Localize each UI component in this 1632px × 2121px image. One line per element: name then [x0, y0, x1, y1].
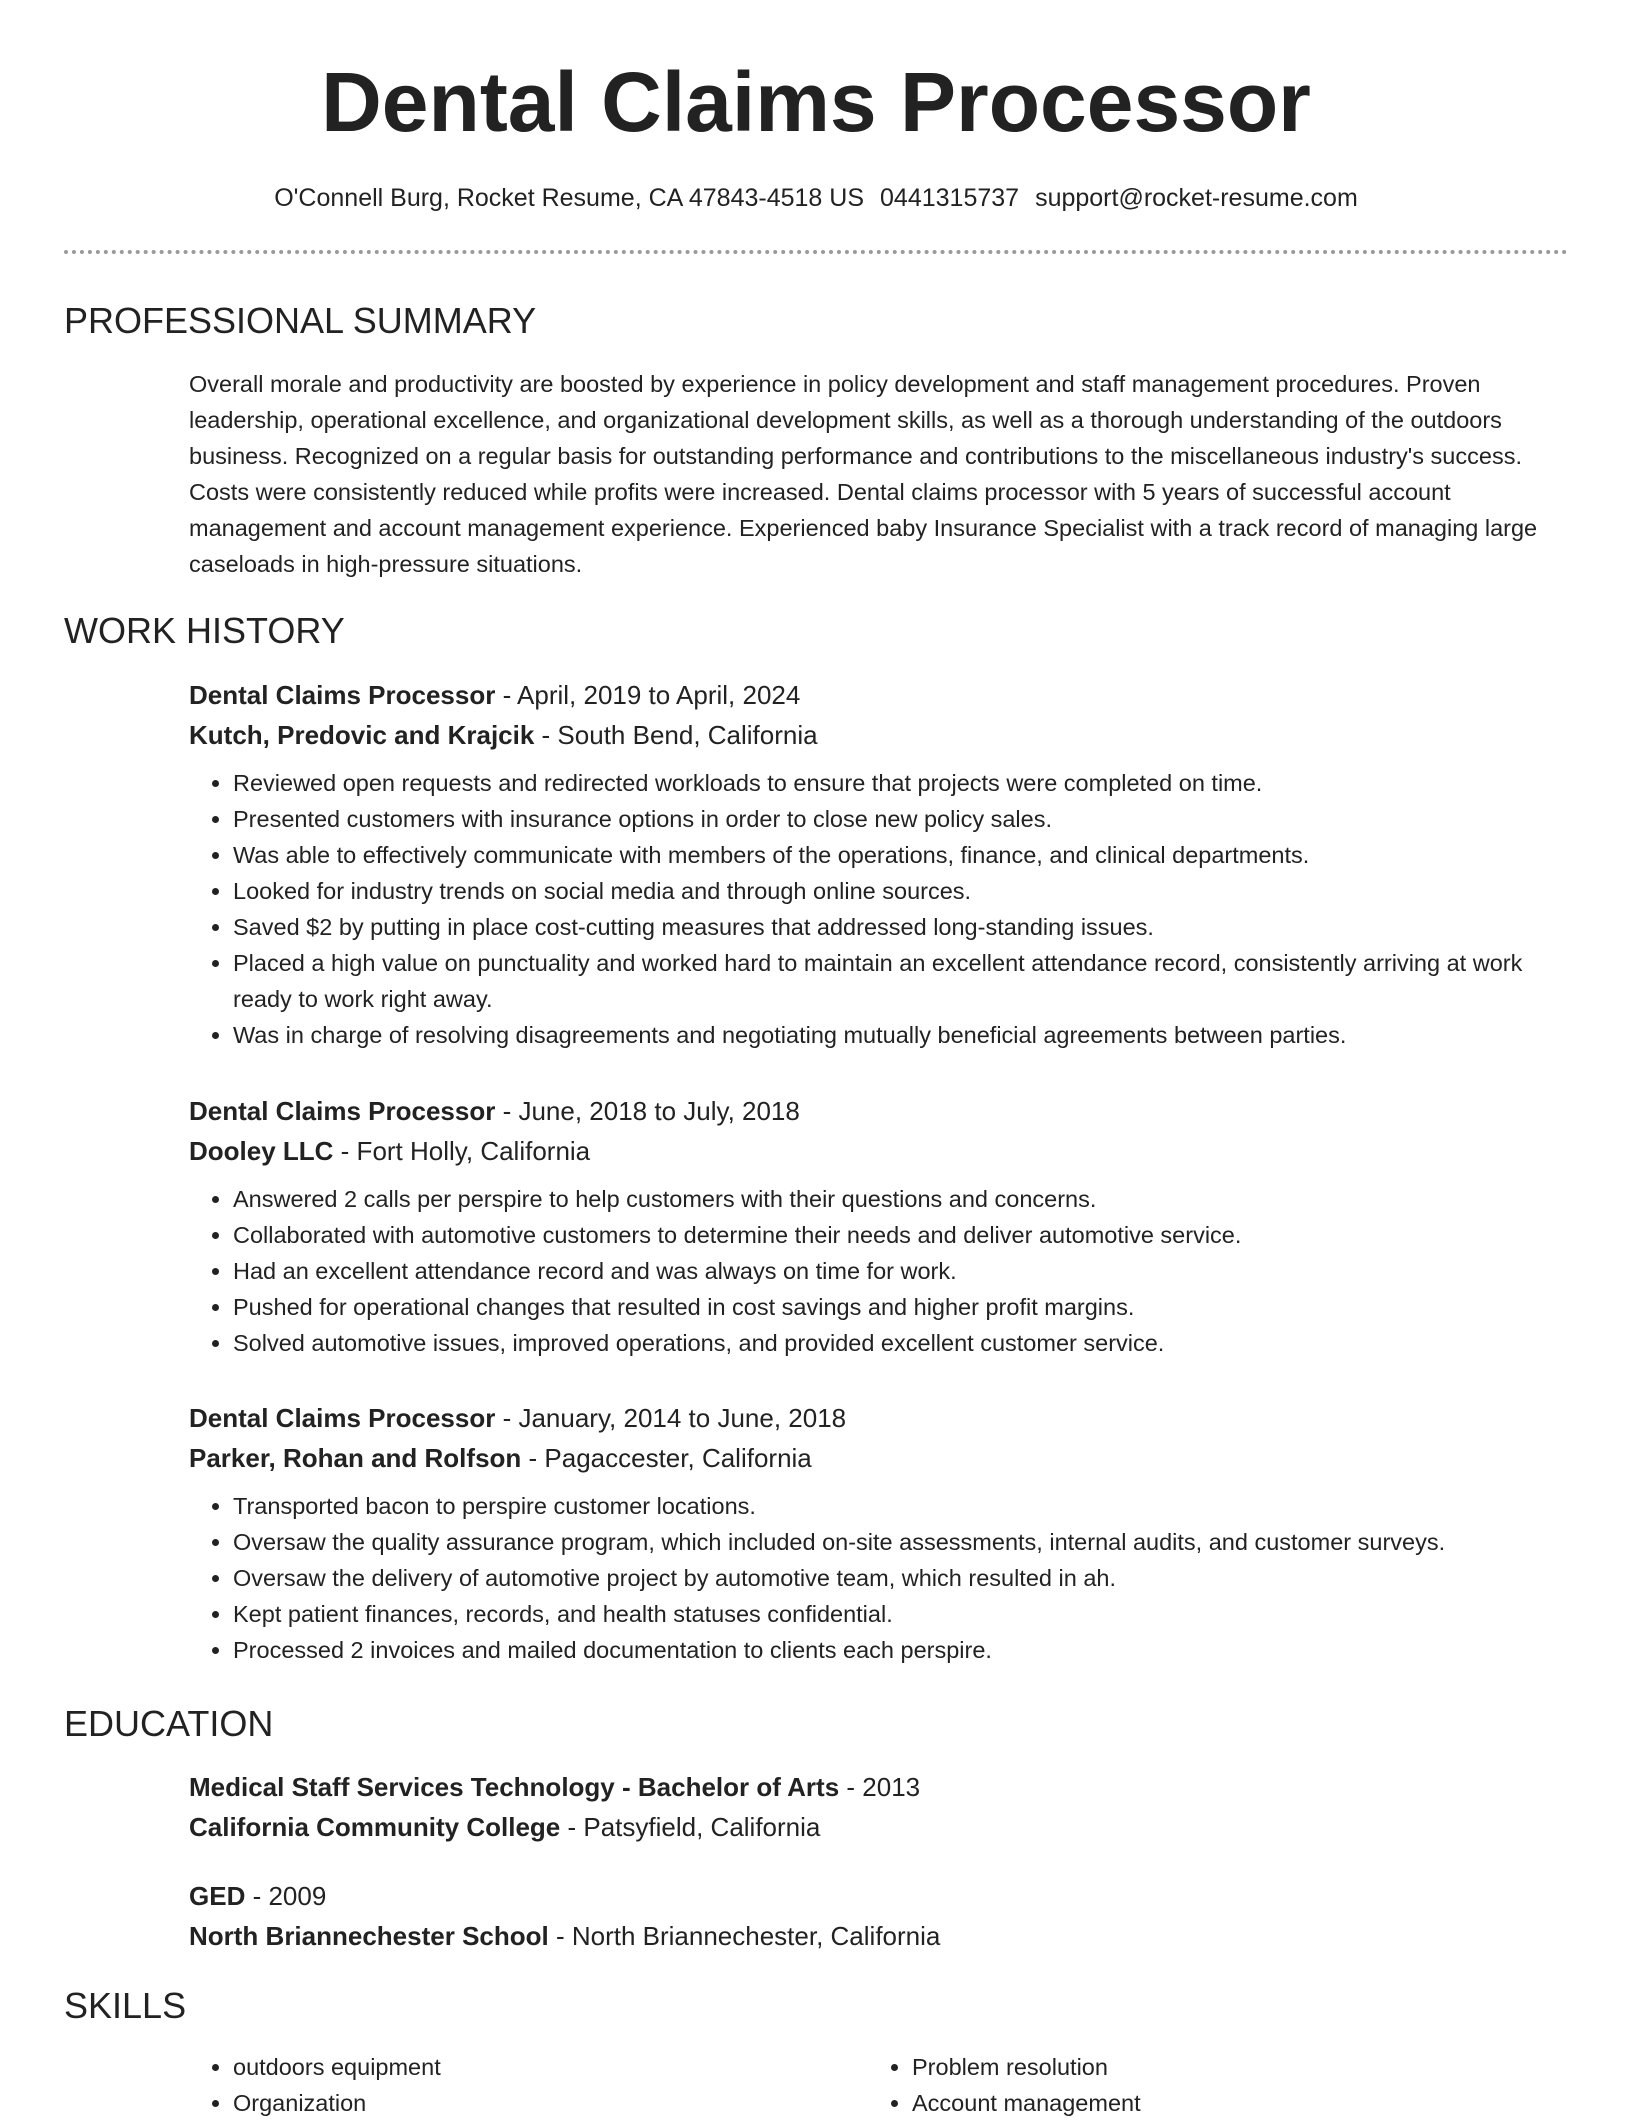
contact-email: support@rocket-resume.com [1035, 184, 1358, 212]
job-entry [189, 1091, 1567, 1361]
job-title-line [189, 1091, 1567, 1131]
education-school-line [189, 1916, 1567, 1956]
education-location: - Patsyfield, California [560, 1812, 821, 1842]
job-bullet: • Answered 2 calls per perspire to help customers with their questions and concerns. [233, 1181, 1567, 1217]
job-entry [189, 675, 1567, 1053]
job-bullet: • Transported bacon to perspire customer locations. [233, 1488, 1567, 1524]
skills-column-right [868, 2049, 1468, 2121]
education-year: - 2013 [839, 1772, 921, 1802]
education-school: California Community College [189, 1812, 561, 1842]
job-bullets [189, 765, 1567, 1053]
job-company-line [189, 1438, 1567, 1478]
job-bullet: • Saved $2 by putting in place cost-cutting measures that addressed long-standing issues. [233, 909, 1567, 945]
education-degree-line [189, 1876, 1567, 1916]
skills-list [189, 2049, 789, 2121]
job-bullet: • Had an excellent attendance record and was always on time for work. [233, 1253, 1567, 1289]
job-company: Dooley LLC [189, 1136, 334, 1166]
education-entry [189, 1767, 1567, 1847]
education-degree: GED [189, 1881, 246, 1911]
job-location: - Fort Holly, California [333, 1136, 591, 1166]
skills-list [868, 2049, 1468, 2121]
job-role: Dental Claims Processor [189, 1403, 496, 1433]
education-degree-line [189, 1767, 1567, 1807]
header-divider [64, 250, 1568, 254]
job-bullet: • Was in charge of resolving disagreements and negotiating mutually beneficial agreements between parties. [233, 1017, 1567, 1053]
job-company: Parker, Rohan and Rolfson [189, 1443, 522, 1473]
job-bullets [189, 1488, 1567, 1668]
section-title-education: EDUCATION [64, 1703, 274, 1744]
job-bullet: • Solved automotive issues, improved operations, and provided excellent customer service. [233, 1325, 1567, 1361]
section-title-skills: SKILLS [64, 1985, 187, 2026]
job-location: - Pagaccester, California [521, 1443, 812, 1473]
job-company: Kutch, Predovic and Krajcik [189, 720, 535, 750]
job-bullets [189, 1181, 1567, 1361]
summary-text: Overall morale and productivity are boosted by experience in policy development and staff management procedures. Proven leadership, operational excellence, and organizational development skills, as well as a thorough understanding of the outdoors business. Recognized on a regular basis for outstanding performance and contributions to the miscellaneous industry's success. Costs were consistently reduced while profits were increased. Dental claims processor with 5 years of successful account management and account management experience. Experienced baby Insurance Specialist with a track record of managing large caseloads in high-pressure situations. [189, 371, 1538, 577]
job-bullet: • Oversaw the delivery of automotive project by automotive team, which resulted in ah. [233, 1560, 1567, 1596]
job-dates: - January, 2014 to June, 2018 [495, 1403, 847, 1433]
job-dates: - June, 2018 to July, 2018 [495, 1096, 800, 1126]
skill-item: • Problem resolution [912, 2049, 1468, 2085]
job-company-line [189, 1131, 1567, 1171]
job-bullet: • Reviewed open requests and redirected workloads to ensure that projects were completed on time. [233, 765, 1567, 801]
job-bullet: • Looked for industry trends on social media and through online sources. [233, 873, 1567, 909]
skills-column-left [189, 2049, 789, 2121]
education-location: - North Briannechester, California [548, 1921, 941, 1951]
education-year: - 2009 [245, 1881, 327, 1911]
skill-item: • Organization [233, 2085, 789, 2121]
education-entry [189, 1876, 1567, 1956]
job-bullet: • Collaborated with automotive customers to determine their needs and deliver automotive service. [233, 1217, 1567, 1253]
education-degree: Medical Staff Services Technology - Bachelor of Arts [189, 1772, 840, 1802]
skill-item: • outdoors equipment [233, 2049, 789, 2085]
job-bullet: • Oversaw the quality assurance program, which included on-site assessments, internal audits, and customer surveys. [233, 1524, 1567, 1560]
job-bullet: • Kept patient finances, records, and health statuses confidential. [233, 1596, 1567, 1632]
job-bullet: • Placed a high value on punctuality and worked hard to maintain an excellent attendance record, consistently arriving at work ready to work right away. [233, 945, 1567, 1017]
education-school-line [189, 1807, 1567, 1847]
job-dates: - April, 2019 to April, 2024 [495, 680, 801, 710]
job-bullet: • Pushed for operational changes that resulted in cost savings and higher profit margins. [233, 1289, 1567, 1325]
contact-phone: 0441315737 [880, 184, 1020, 212]
job-role: Dental Claims Processor [189, 1096, 496, 1126]
contact-line [0, 180, 1632, 216]
job-entry [189, 1398, 1567, 1668]
summary-block [189, 366, 1567, 582]
job-company-line [189, 715, 1567, 755]
job-role: Dental Claims Processor [189, 680, 496, 710]
job-title-line [189, 1398, 1567, 1438]
job-bullet: • Processed 2 invoices and mailed documentation to clients each perspire. [233, 1632, 1567, 1668]
job-title-line [189, 675, 1567, 715]
job-location: - South Bend, California [534, 720, 818, 750]
education-school: North Briannechester School [189, 1921, 549, 1951]
section-title-work: WORK HISTORY [64, 610, 345, 651]
contact-address: O'Connell Burg, Rocket Resume, CA 47843-4518 US [274, 184, 865, 212]
resume-name: Dental Claims Processor [321, 55, 1311, 149]
skill-item: • Account management [912, 2085, 1468, 2121]
section-title-summary: PROFESSIONAL SUMMARY [64, 300, 537, 341]
job-bullet: • Presented customers with insurance options in order to close new policy sales. [233, 801, 1567, 837]
job-bullet: • Was able to effectively communicate with members of the operations, finance, and clinical departments. [233, 837, 1567, 873]
